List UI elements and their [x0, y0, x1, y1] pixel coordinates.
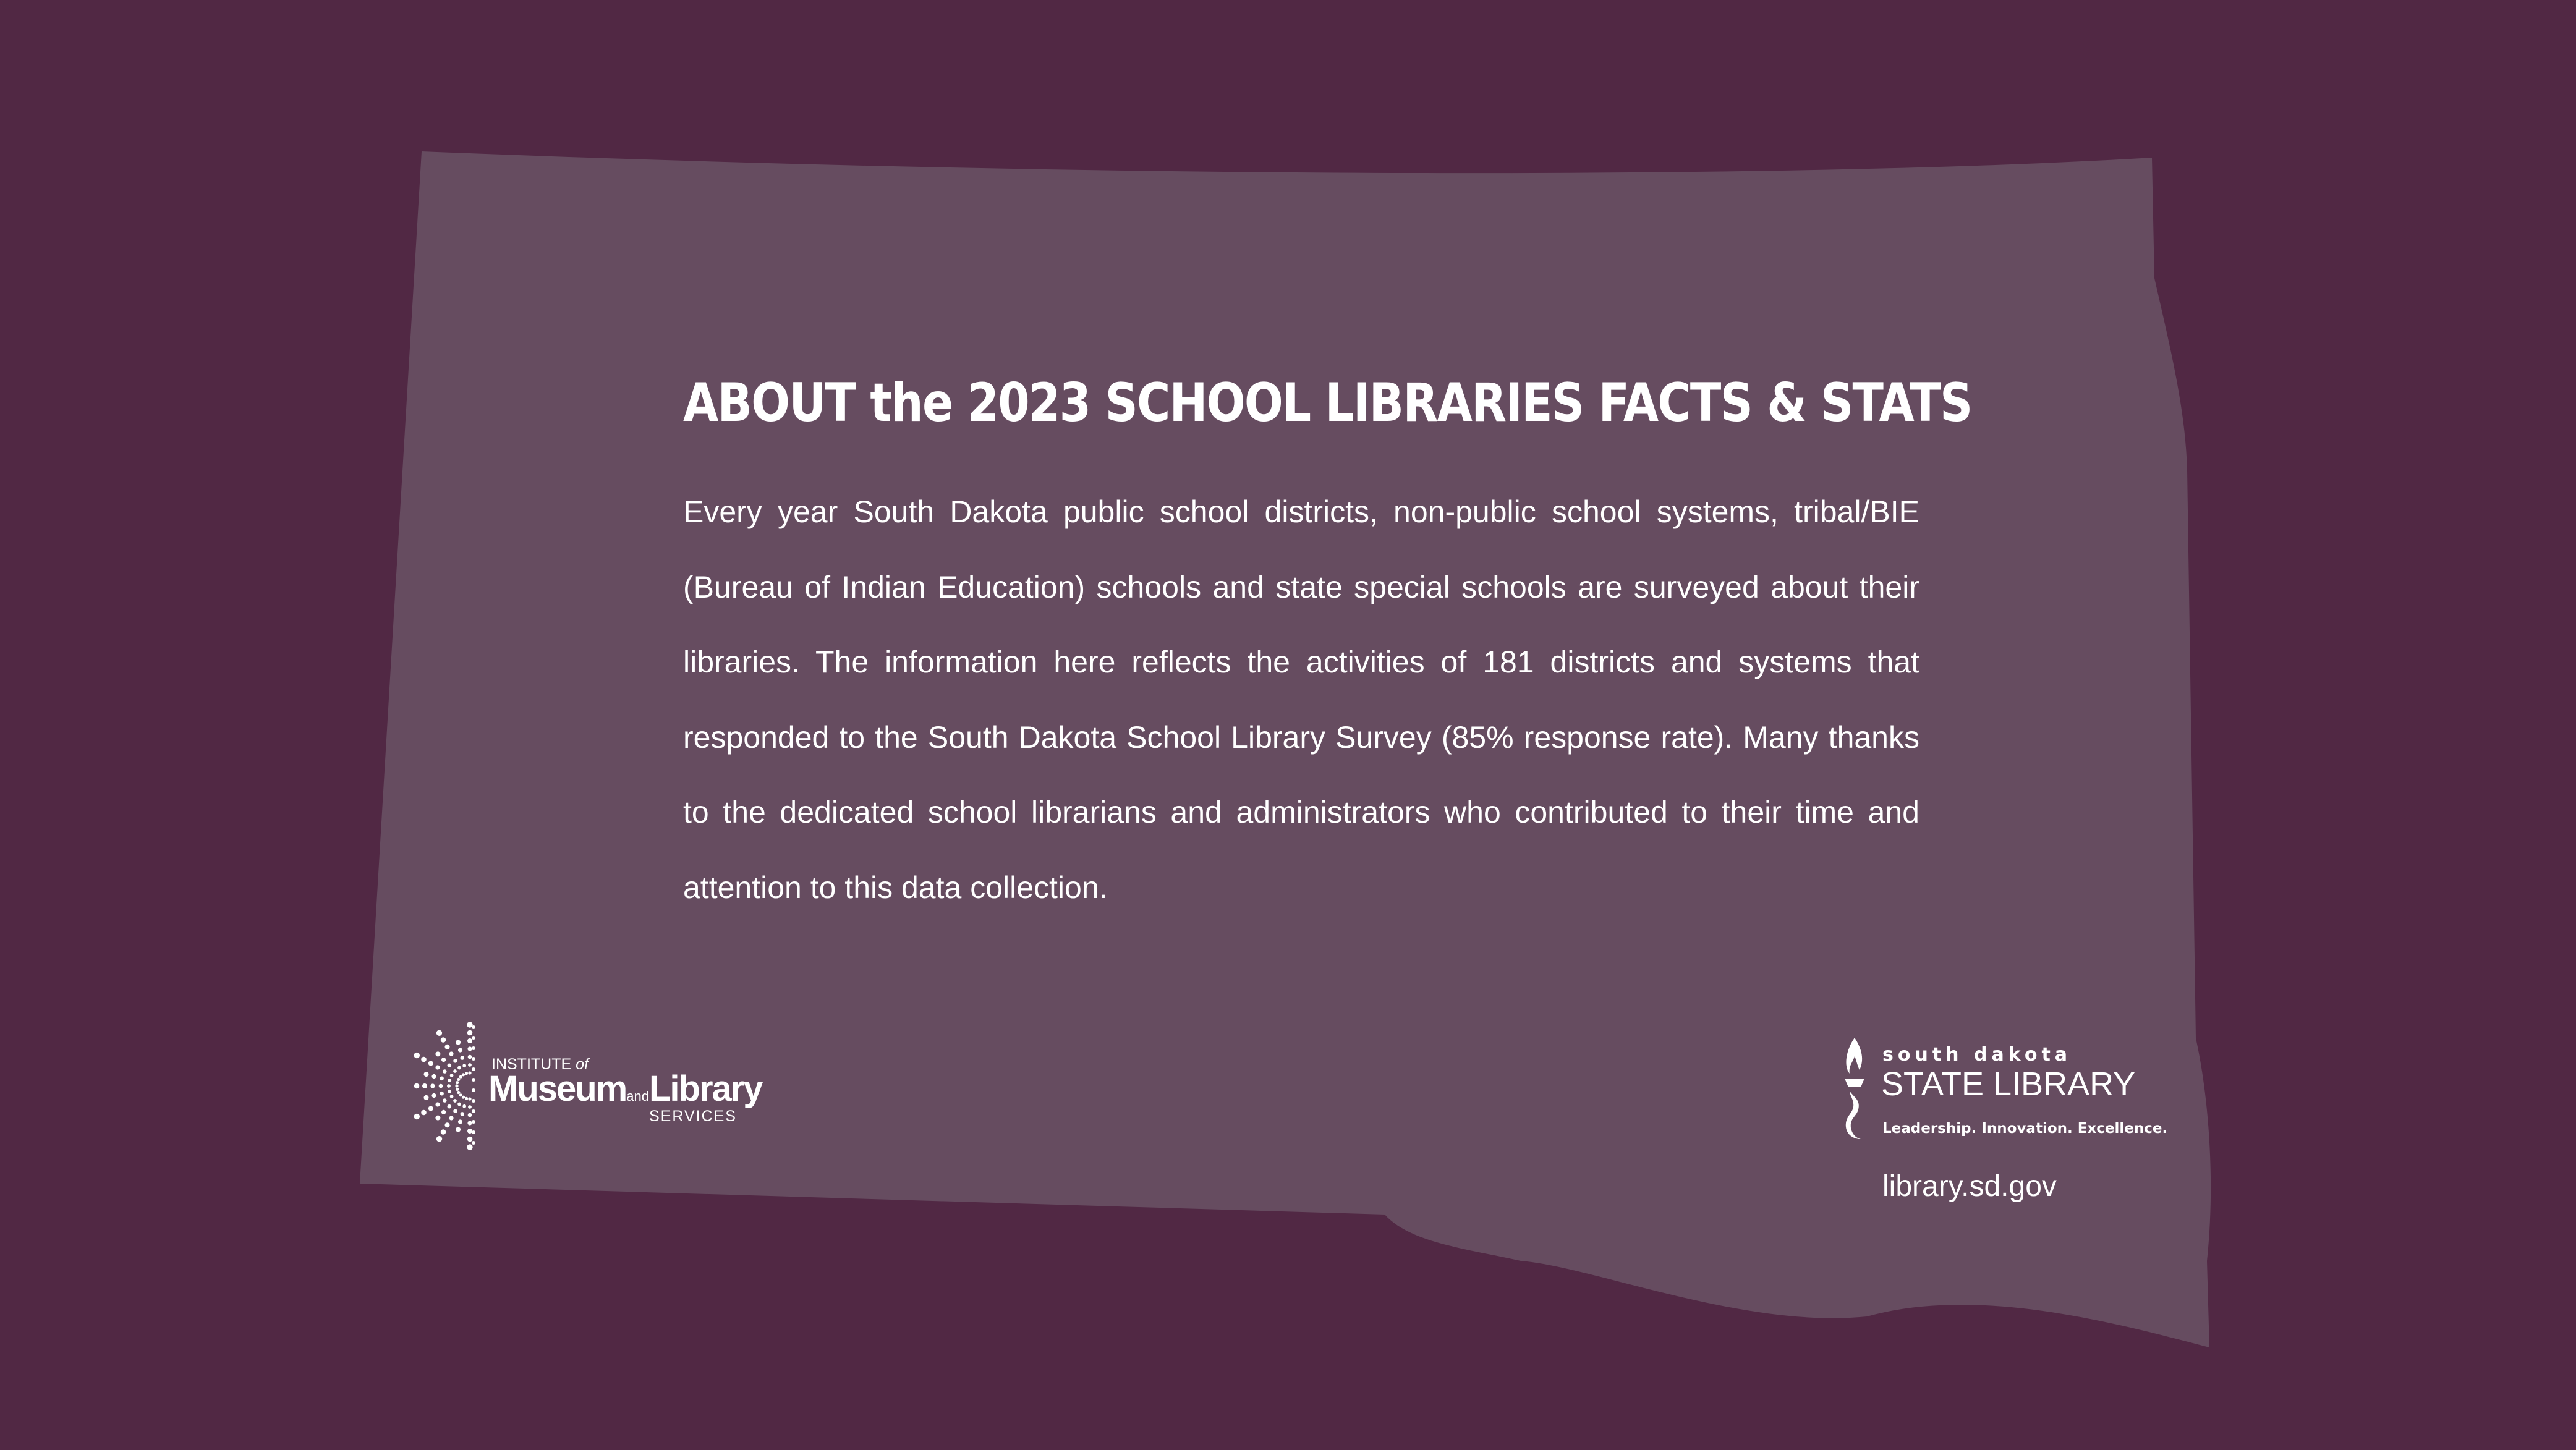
imls-services-text: SERVICES: [649, 1108, 737, 1125]
imls-museum-library-text: MuseumandLibrary: [488, 1069, 762, 1109]
sdsl-state-library-text: STATE LIBRARY: [1881, 1066, 2136, 1103]
sdsl-south-dakota-text: south dakota: [1882, 1044, 2072, 1066]
torch-icon: [1836, 1035, 1873, 1140]
starburst-dots-icon: [408, 1020, 482, 1153]
website-link[interactable]: library.sd.gov: [1882, 1170, 2057, 1203]
page-title: ABOUT the 2023 SCHOOL LIBRARIES FACTS & STATS: [683, 372, 1972, 434]
about-paragraph: Every year South Dakota public school districts, non-public school systems, tribal/BIE (Bureau of Indian Education) schools and state special schools are surveyed about their libraries. The information here reflects the activities of 181 districts and systems that responded to the South Dakota School Library Survey (85% response rate). Many thanks to the dedicated school librarians and administrators who contributed to their time and attention to this data collection.: [683, 494, 1919, 905]
imls-institute-text: INSTITUTE of: [491, 1056, 589, 1073]
sdsl-tagline: Leadership. Innovation. Excellence.: [1882, 1121, 2168, 1137]
imls-logo: [408, 1020, 760, 1153]
sd-state-library-logo: [1836, 1035, 2170, 1140]
